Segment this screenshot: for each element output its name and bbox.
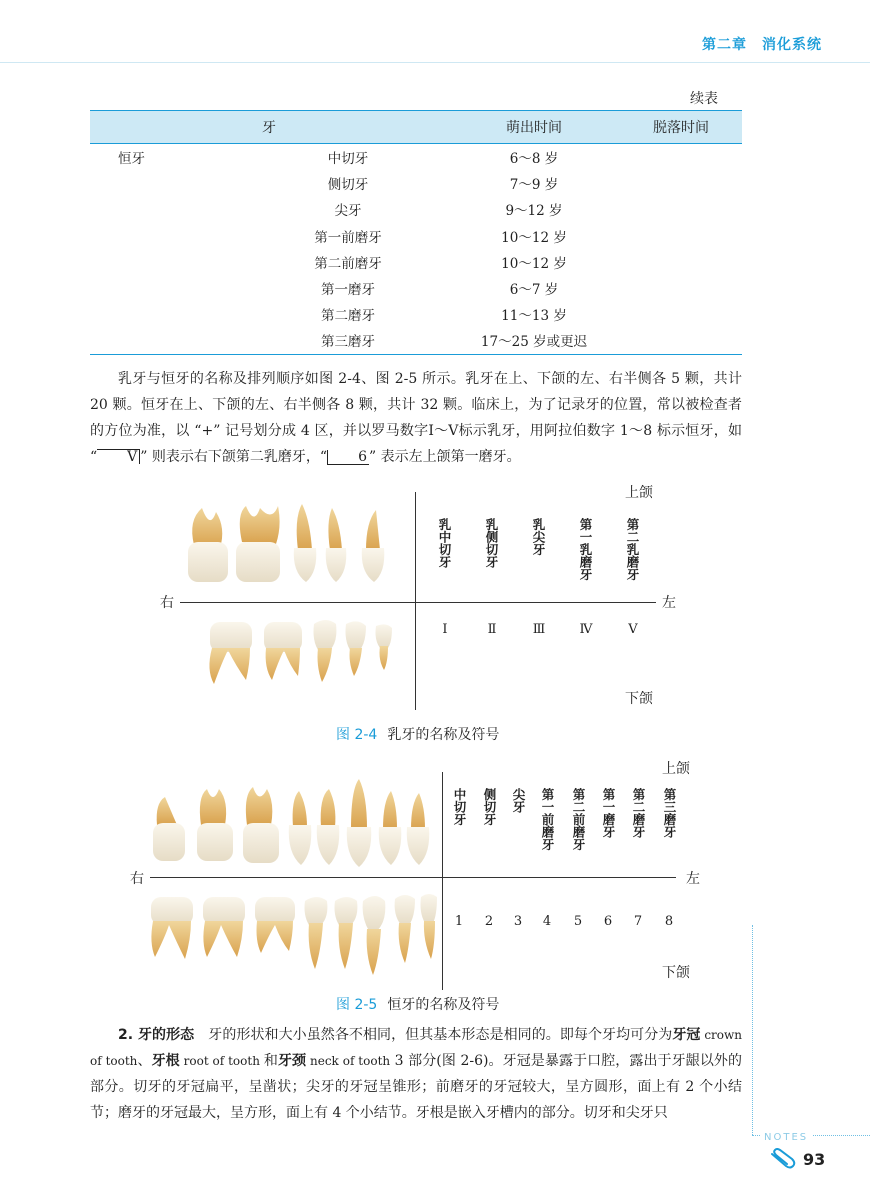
- figure2-name-4: 第一前磨牙: [540, 788, 555, 851]
- figure1-caption-number: 图 2-4: [336, 727, 378, 743]
- table-cell-category: [90, 170, 248, 196]
- table-cell-eruption: 11～13 岁: [501, 308, 567, 325]
- figure1-lower-jaw-label: 下颌: [625, 691, 653, 707]
- table-cell-shedding: [620, 249, 742, 275]
- term-root-en: root of tooth: [179, 1054, 264, 1068]
- morphology-text-4: 3 部分(图 2-6)。牙冠是暴露于口腔，露出于牙龈以外的部分。切牙的牙冠扁平，呈凿状；尖牙的牙冠呈锥形；前磨牙的牙冠较大，呈方圆形，面上有 2 个小结节；磨牙的牙冠最大，呈方形，面上有 4 个小结节。牙根是嵌入牙槽内的部分。切牙和尖牙只: [90, 1053, 742, 1121]
- figure2-caption: [336, 994, 499, 1014]
- tooth-symbol-6: 6: [327, 450, 369, 465]
- figure1-vertical-axis: [415, 492, 416, 710]
- table-row: [90, 301, 742, 327]
- eruption-table: [90, 110, 742, 355]
- page-number: 93: [803, 1150, 826, 1169]
- table-cell-tooth-name: 中切牙: [327, 151, 369, 168]
- figure2-upper-jaw-label: 上颌: [662, 761, 690, 777]
- table-cell-category: [90, 249, 248, 275]
- figure2-horizontal-axis: [150, 877, 676, 878]
- table-cell-tooth-name: 第一前磨牙: [314, 229, 382, 246]
- table-header-row: [90, 111, 742, 144]
- table-cell-shedding: [620, 275, 742, 301]
- table-cell-category: [90, 275, 248, 301]
- table-row: [90, 249, 742, 275]
- figure2-symbol-8: 8: [664, 914, 674, 929]
- term-crown-en: crown of tooth: [90, 1028, 743, 1068]
- table-cell-eruption: 7～9 岁: [509, 177, 559, 194]
- tooth-symbol-v: Ⅴ: [97, 449, 140, 464]
- morphology-text-2: 、: [137, 1053, 152, 1069]
- paperclip-icon: [768, 1148, 796, 1170]
- lower-permanent-teeth: [151, 894, 437, 975]
- deciduous-teeth-illustration: [180, 500, 410, 700]
- lower-deciduous-teeth: [209, 620, 392, 684]
- table-cell-shedding: [620, 301, 742, 327]
- table-row: [90, 196, 742, 222]
- figure2-caption-text: 恒牙的名称及符号: [387, 997, 500, 1013]
- figure2-symbol-2: 2: [484, 914, 494, 929]
- figure1-symbol-3: Ⅲ: [532, 622, 546, 637]
- table-cell-category: [90, 196, 248, 222]
- figure1-upper-jaw-label: 上颌: [625, 485, 653, 501]
- upper-permanent-teeth: [153, 779, 429, 867]
- term-root: 牙根: [151, 1053, 180, 1069]
- table-row: [90, 170, 742, 196]
- table-cell-category: [90, 301, 248, 327]
- table-cell-eruption: 6～7 岁: [509, 282, 559, 299]
- table-cell-shedding: [620, 196, 742, 222]
- figure1-symbol-5: Ⅴ: [628, 622, 638, 637]
- figure2-symbol-4: 4: [542, 914, 552, 929]
- figure1-caption: [336, 724, 499, 744]
- intro-text-2: ” 则表示右下颌第二乳磨牙，“: [140, 449, 328, 465]
- morphology-heading: 2. 牙的形态: [118, 1027, 195, 1043]
- figure1-symbol-4: Ⅳ: [579, 622, 593, 637]
- table-row: [90, 223, 742, 249]
- figure2-symbol-5: 5: [573, 914, 583, 929]
- figure2-right-label: 右: [130, 871, 144, 887]
- figure2-symbol-6: 6: [603, 914, 613, 929]
- figure2-symbol-3: 3: [513, 914, 523, 929]
- table-cell-eruption: 6～8 岁: [509, 151, 559, 168]
- table-cell-tooth-name: 第二磨牙: [321, 308, 375, 325]
- table-cell-tooth-name: 侧切牙: [327, 177, 369, 194]
- intro-text-3: ” 表示左上颌第一磨牙。: [368, 449, 521, 465]
- table-cell-eruption: 10～12 岁: [501, 255, 567, 272]
- header-rule: [0, 62, 870, 63]
- figure1-left-label: 左: [662, 595, 676, 611]
- figure2-vertical-axis: [442, 772, 443, 990]
- morphology-text-3: 和: [263, 1053, 278, 1069]
- table-cell-shedding: [620, 170, 742, 196]
- figure2-left-label: 左: [686, 871, 700, 887]
- figure1-caption-text: 乳牙的名称及符号: [387, 727, 500, 743]
- figure1-symbol-1: Ⅰ: [442, 622, 448, 637]
- term-neck-en: neck of tooth: [306, 1054, 391, 1068]
- figure2-name-5: 第二前磨牙: [571, 788, 586, 851]
- table-row: [90, 275, 742, 301]
- figure2-name-3: 尖牙: [511, 788, 526, 813]
- table-cell-eruption: 17～25 岁或更迟: [448, 327, 620, 354]
- chapter-header: 第二章 消化系统: [702, 37, 822, 53]
- table-cell-eruption: 9～12 岁: [505, 203, 563, 220]
- header-shedding: 脱落时间: [620, 111, 742, 144]
- notes-margin-line: [752, 925, 753, 1135]
- table-cell-tooth-name: 第一磨牙: [321, 282, 375, 299]
- morphology-paragraph: [90, 1022, 742, 1126]
- figure1-right-label: 右: [160, 595, 174, 611]
- figure2-symbol-7: 7: [633, 914, 643, 929]
- table-row: [90, 327, 742, 354]
- figure2-name-2: 侧切牙: [482, 788, 497, 826]
- intro-paragraph: [90, 366, 742, 470]
- intro-text-1: 乳牙与恒牙的名称及排列顺序如图 2-4、图 2-5 所示。乳牙在上、下颌的左、右半侧各 5 颗，共计 20 颗。恒牙在上、下颌的左、右半侧各 8 颗，共计 32 颗。临床上，为了记录牙的位置，常以被检查者的方位为准，以 “+” 记号划分成 4 区，并以罗马数字Ⅰ～Ⅴ标示乳牙，用阿拉伯数字 1～8 标示恒牙，如 “: [90, 371, 742, 465]
- figure2-symbol-1: 1: [454, 914, 464, 929]
- figure1-name-3: 乳尖牙: [531, 518, 546, 556]
- table-row: [90, 144, 742, 171]
- figure2-name-6: 第一磨牙: [601, 788, 616, 838]
- figure2-name-1: 中切牙: [452, 788, 467, 826]
- figure2-lower-jaw-label: 下颌: [662, 965, 690, 981]
- table-cell-tooth-name: 第二前磨牙: [314, 255, 382, 272]
- notes-label: NOTES: [760, 1132, 812, 1143]
- table-cell-shedding: [620, 223, 742, 249]
- table-cell-shedding: [620, 144, 742, 171]
- header-eruption: 萌出时间: [448, 111, 620, 144]
- figure2-name-8: 第三磨牙: [662, 788, 677, 838]
- table-cell-category: [90, 223, 248, 249]
- figure1-name-1: 乳中切牙: [437, 518, 452, 568]
- table-cell-category: [90, 327, 248, 354]
- term-neck: 牙颈: [277, 1053, 307, 1069]
- figure2-caption-number: 图 2-5: [336, 997, 378, 1013]
- figure1-name-4: 第一乳磨牙: [578, 518, 593, 581]
- term-crown: 牙冠: [672, 1027, 701, 1043]
- table-cell-tooth-name: 第三磨牙: [248, 327, 448, 354]
- table-continued-label: 续表: [690, 91, 718, 107]
- figure1-name-2: 乳侧切牙: [484, 518, 499, 568]
- table-cell-shedding: [620, 327, 742, 354]
- table-cell-category: 恒牙: [118, 151, 145, 168]
- upper-deciduous-teeth: [188, 504, 384, 582]
- table-cell-eruption: 10～12 岁: [501, 229, 567, 246]
- figure2-name-7: 第二磨牙: [631, 788, 646, 838]
- table-cell-tooth-name: 尖牙: [334, 203, 362, 220]
- table-body: [90, 144, 742, 355]
- header-tooth: 牙: [90, 111, 448, 144]
- morphology-text-1: 牙的形状和大小虽然各不相同，但其基本形态是相同的。即每个牙均可分为: [194, 1027, 673, 1043]
- figure1-horizontal-axis: [180, 602, 656, 603]
- figure1-name-5: 第二乳磨牙: [625, 518, 640, 581]
- figure1-symbol-2: Ⅱ: [487, 622, 497, 637]
